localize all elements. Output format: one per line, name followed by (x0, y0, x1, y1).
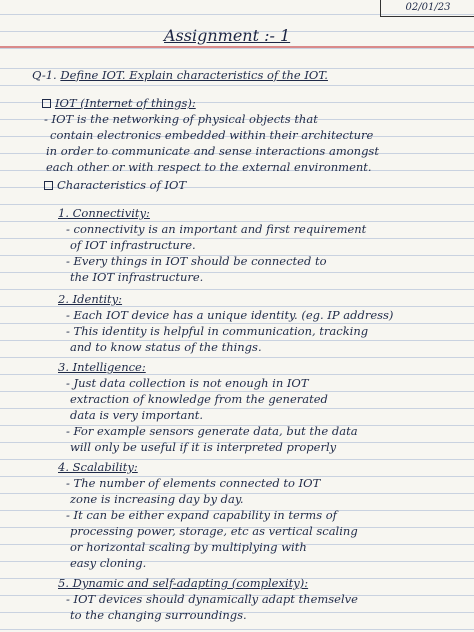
section-line: of IOT infrastructure. (70, 238, 196, 252)
section-line: - IOT devices should dynamically adapt themselve (66, 592, 358, 606)
iot-definition-heading: IOT (Internet of things): (55, 96, 196, 110)
date-box: 02/01/23 (380, 0, 474, 17)
question-text: Define IOT. Explain characteristics of the IOT. (60, 68, 328, 82)
page-margin-line (0, 46, 474, 48)
section-line: easy cloning. (70, 556, 147, 570)
section-heading: 3. Intelligence: (58, 360, 146, 374)
definition-line: each other or with respect to the external environment. (46, 160, 372, 174)
section-line: - This identity is helpful in communication, tracking (66, 324, 369, 338)
iot-definition-heading-line (42, 96, 196, 110)
characteristics-heading: Characteristics of IOT (57, 178, 187, 192)
section-line: - Just data collection is not enough in IOT (66, 376, 309, 390)
definition-line: in order to communicate and sense interactions amongst (46, 144, 379, 158)
section-line: extraction of knowledge from the generated (70, 392, 328, 406)
section-line: data is very important. (70, 408, 204, 422)
section-line: - It can be either expand capability in terms of (66, 508, 337, 522)
section-heading: 1. Connectivity: (58, 206, 150, 220)
section-line: - For example sensors generate data, but the data (66, 424, 358, 438)
question-number: Q-1. (32, 68, 57, 82)
definition-line: - IOT is the networking of physical objects that (44, 112, 318, 126)
section-line: or horizontal scaling by multiplying with (70, 540, 307, 554)
section-line: zone is increasing day by day. (70, 492, 244, 506)
section-line: processing power, storage, etc as vertical scaling (70, 524, 358, 538)
section-line: to the changing surroundings. (70, 608, 247, 622)
checkbox-bullet-icon (44, 181, 53, 190)
section-heading: 4. Scalability: (58, 460, 138, 474)
definition-line: contain electronics embedded within their architecture (50, 128, 374, 142)
checkbox-bullet-icon (42, 99, 51, 108)
section-line: - connectivity is an important and first requirement (66, 222, 367, 236)
page-title: Assignment :- 1 (164, 26, 291, 45)
section-line: - Every things in IOT should be connected to (66, 254, 327, 268)
question-line (32, 68, 328, 82)
section-line: - Each IOT device has a unique identity. (eg. IP address) (66, 308, 394, 322)
section-line: the IOT infrastructure. (70, 270, 204, 284)
section-line: - The number of elements connected to IOT (66, 476, 321, 490)
section-heading: 5. Dynamic and self-adapting (complexity): (58, 576, 309, 590)
characteristics-heading-line (44, 178, 186, 192)
section-heading: 2. Identity: (58, 292, 123, 306)
section-line: will only be useful if it is interpreted properly (70, 440, 337, 454)
section-line: and to know status of the things. (70, 340, 262, 354)
